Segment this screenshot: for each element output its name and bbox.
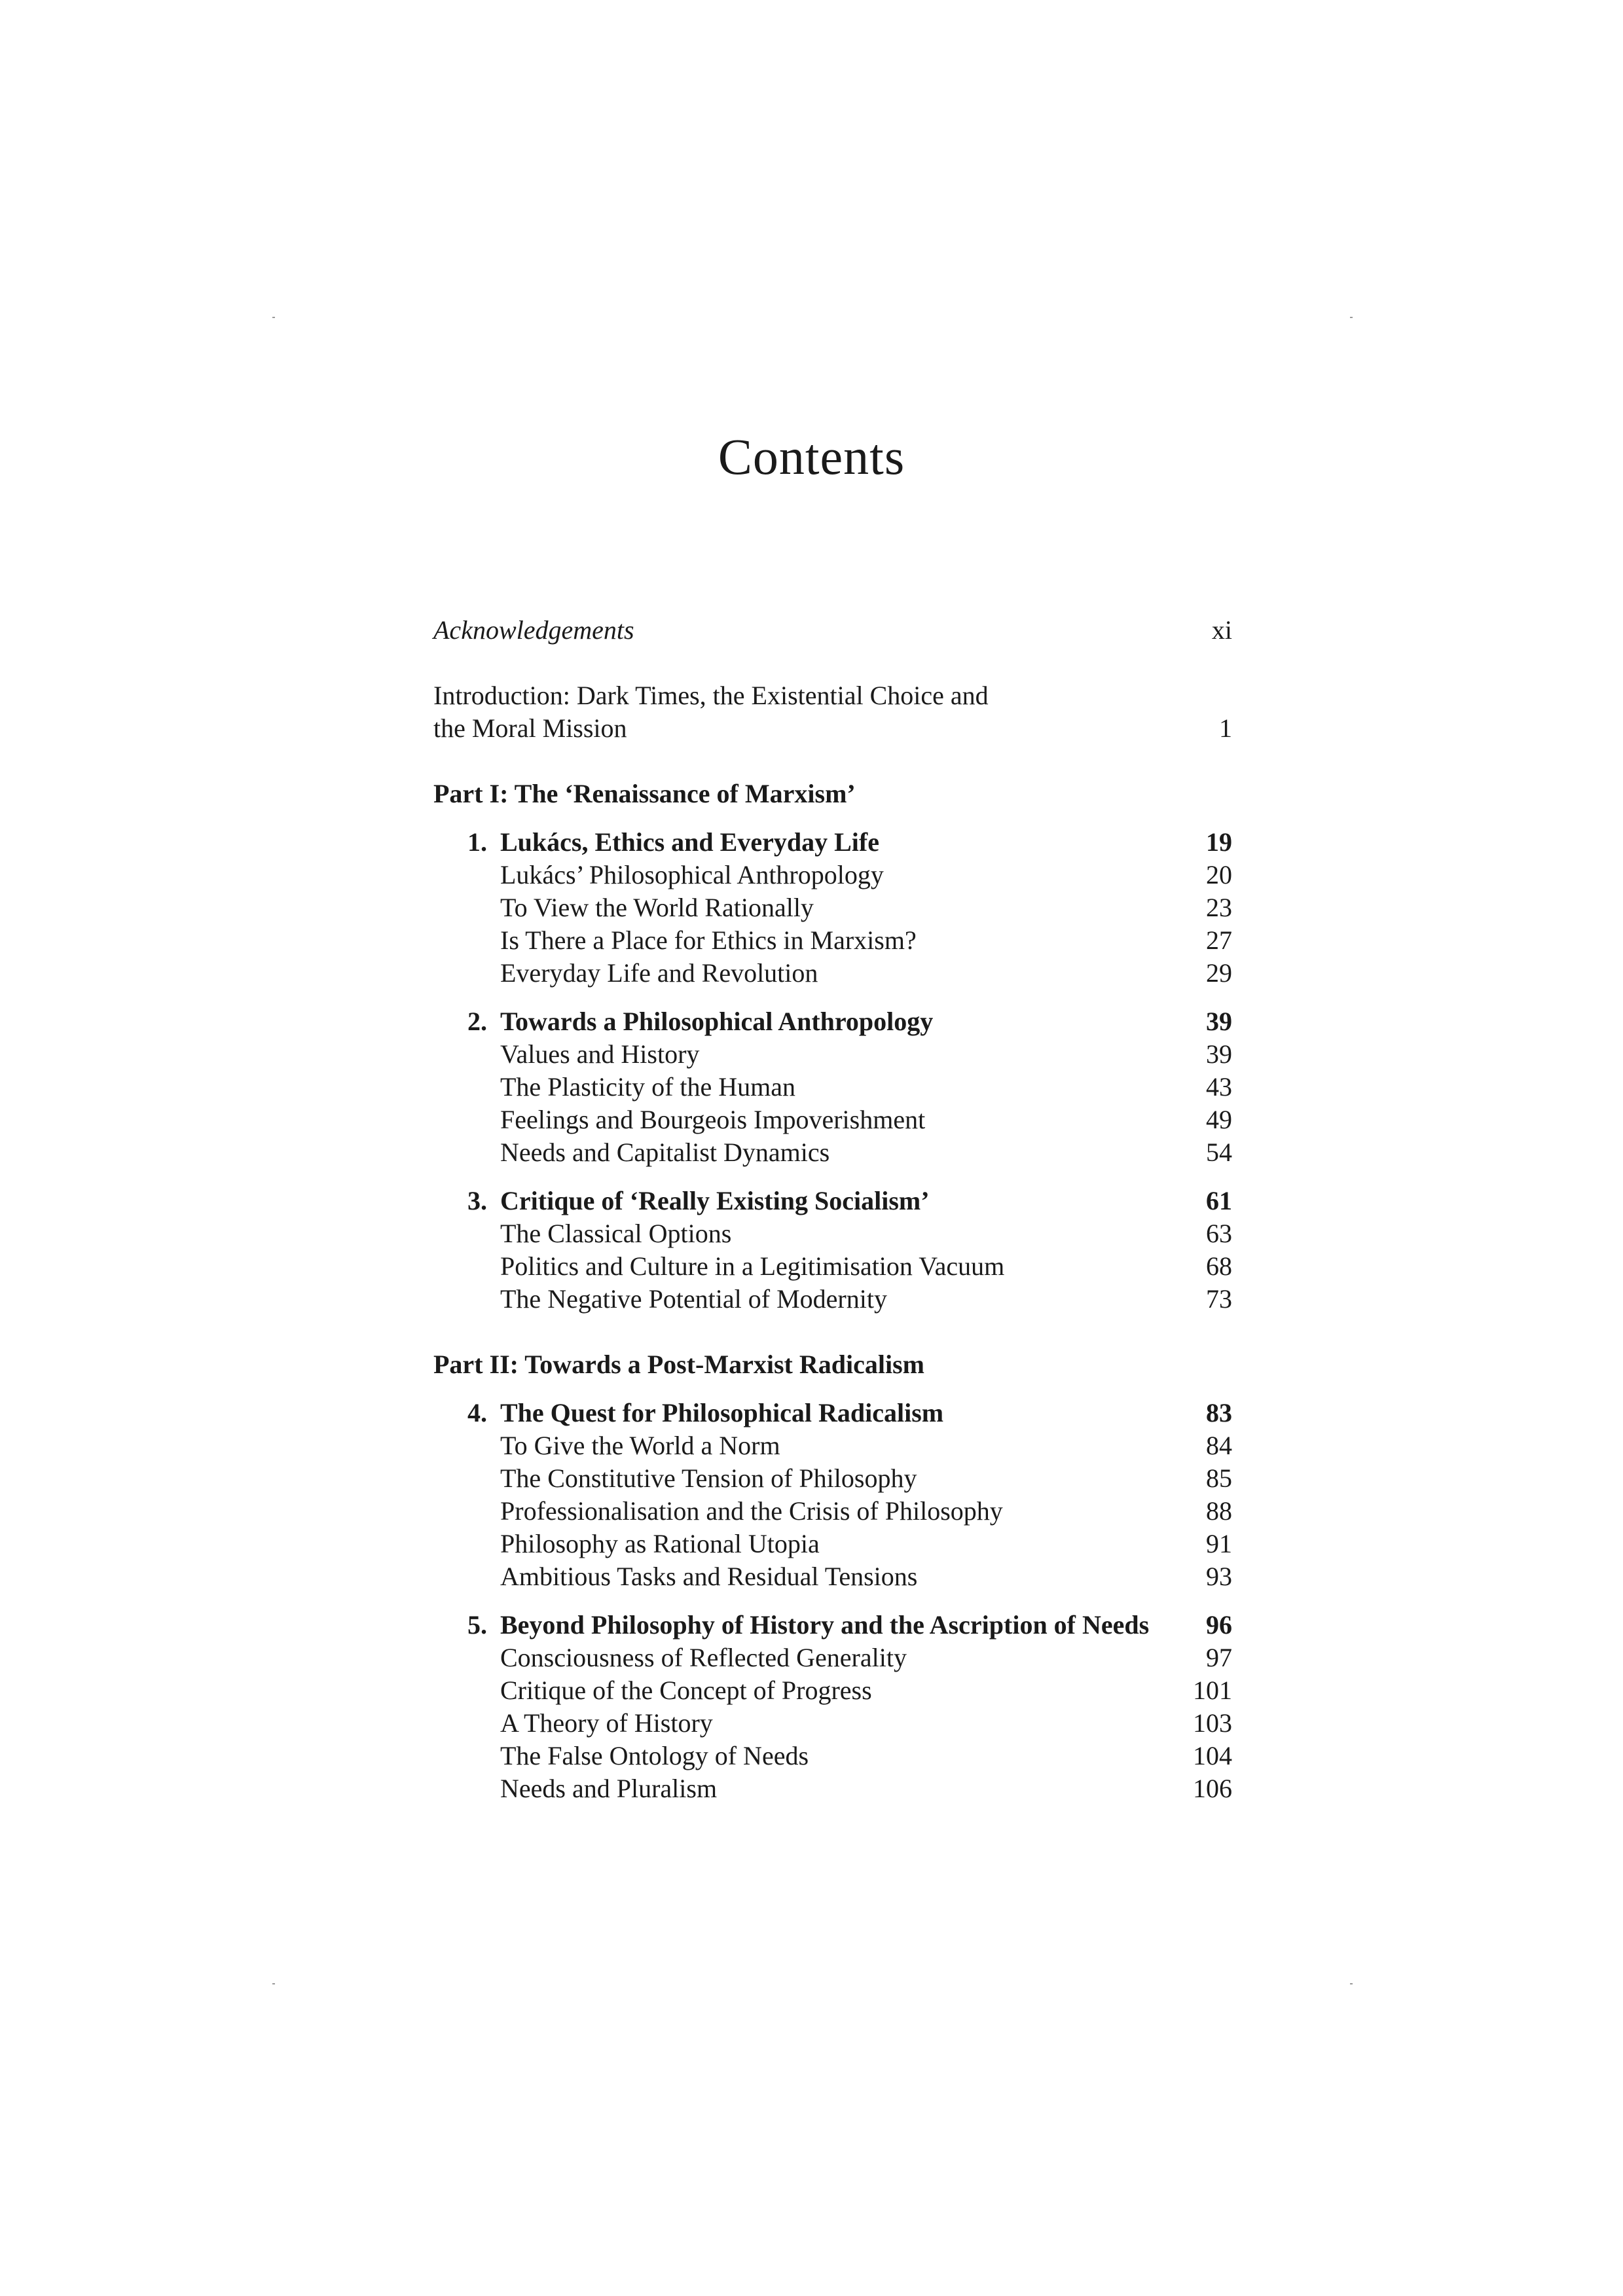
toc-section[interactable] bbox=[433, 1707, 1232, 1740]
toc-section[interactable] bbox=[433, 1283, 1232, 1316]
toc-chapter bbox=[433, 1005, 1232, 1169]
toc-chapter bbox=[433, 1609, 1232, 1805]
toc-chapter bbox=[433, 1185, 1232, 1316]
toc-section-title: The Constitutive Tension of Philosophy bbox=[500, 1463, 917, 1493]
toc-section[interactable] bbox=[433, 1103, 1232, 1136]
crop-mark-bottom-left bbox=[272, 1983, 275, 1984]
toc-entry-page: 61 bbox=[1206, 1186, 1232, 1215]
toc-section-title: Feelings and Bourgeois Impoverishment bbox=[500, 1105, 926, 1134]
toc-entry-page: 43 bbox=[1206, 1072, 1232, 1102]
toc-entry-page: 96 bbox=[1206, 1610, 1232, 1640]
toc-section[interactable] bbox=[433, 1528, 1232, 1560]
toc-chapter-title: The Quest for Philosophical Radicalism bbox=[500, 1398, 944, 1427]
crop-mark-top-right bbox=[1350, 317, 1353, 318]
toc-entry-page: 91 bbox=[1206, 1529, 1232, 1558]
toc-section[interactable] bbox=[433, 1674, 1232, 1707]
toc-entry-page: 85 bbox=[1206, 1463, 1232, 1493]
toc-chapter-number: 2. bbox=[467, 1007, 487, 1036]
toc-entry-page: 19 bbox=[1206, 827, 1232, 857]
toc-chapter-heading[interactable] bbox=[433, 1397, 1232, 1429]
toc-chapter-heading[interactable] bbox=[433, 826, 1232, 859]
toc-section-title: To Give the World a Norm bbox=[500, 1431, 780, 1460]
toc-section-title: Critique of the Concept of Progress bbox=[500, 1676, 872, 1705]
toc-entry-page: 106 bbox=[1193, 1774, 1232, 1803]
toc-section-title: Needs and Pluralism bbox=[500, 1774, 718, 1803]
toc-chapter-heading[interactable] bbox=[433, 1609, 1232, 1641]
toc-entry-page: 73 bbox=[1206, 1284, 1232, 1314]
toc-entry-page: 23 bbox=[1206, 893, 1232, 922]
toc-section-title: Consciousness of Reflected Generality bbox=[500, 1643, 907, 1672]
toc-chapter-title: Lukács, Ethics and Everyday Life bbox=[500, 827, 879, 857]
toc-section[interactable] bbox=[433, 957, 1232, 990]
toc-section-title: Philosophy as Rational Utopia bbox=[500, 1529, 820, 1558]
toc-section[interactable] bbox=[433, 1038, 1232, 1071]
toc-chapter-heading[interactable] bbox=[433, 1185, 1232, 1217]
toc-chapter-title: Critique of ‘Really Existing Socialism’ bbox=[500, 1186, 930, 1215]
toc-section-title: The Classical Options bbox=[500, 1219, 732, 1248]
toc-entry-page: 88 bbox=[1206, 1496, 1232, 1526]
toc-chapter-title: Beyond Philosophy of History and the Ascription of Needs bbox=[500, 1610, 1150, 1640]
toc-section[interactable] bbox=[433, 1217, 1232, 1250]
toc-entry-introduction[interactable] bbox=[433, 679, 1232, 745]
toc-chapter-number: 1. bbox=[467, 827, 487, 857]
toc-section-title: Is There a Place for Ethics in Marxism? bbox=[500, 925, 917, 955]
toc-section-title: Ambitious Tasks and Residual Tensions bbox=[500, 1562, 918, 1591]
toc-section[interactable] bbox=[433, 1136, 1232, 1169]
toc-section[interactable] bbox=[433, 924, 1232, 957]
toc-part-title: Part II: Towards a Post-Marxist Radicalism bbox=[433, 1350, 924, 1379]
toc-entry-acknowledgements[interactable] bbox=[433, 614, 1232, 647]
toc-entry-page: 68 bbox=[1206, 1251, 1232, 1281]
toc-entry-page: 39 bbox=[1206, 1039, 1232, 1069]
toc-chapter bbox=[433, 1397, 1232, 1593]
toc-entry-page: 104 bbox=[1193, 1741, 1232, 1770]
toc-section-title: Politics and Culture in a Legitimisation Vacuum bbox=[500, 1251, 1005, 1281]
toc-part-heading[interactable] bbox=[433, 778, 1232, 810]
toc-entry-page: 54 bbox=[1206, 1138, 1232, 1167]
toc-entry-label: the Moral Mission bbox=[433, 713, 627, 743]
toc-section-title: Values and History bbox=[500, 1039, 700, 1069]
toc-entry-page: 97 bbox=[1206, 1643, 1232, 1672]
toc-part-title: Part I: The ‘Renaissance of Marxism’ bbox=[433, 779, 856, 808]
toc-section-title: The Plasticity of the Human bbox=[500, 1072, 796, 1102]
toc-entry-page: 101 bbox=[1193, 1676, 1232, 1705]
toc-entry-page: 27 bbox=[1206, 925, 1232, 955]
toc-section[interactable] bbox=[433, 1641, 1232, 1674]
toc-entry-page: 93 bbox=[1206, 1562, 1232, 1591]
toc-entry-label: Acknowledgements bbox=[433, 615, 634, 645]
toc-section[interactable] bbox=[433, 1250, 1232, 1283]
toc-chapter-number: 3. bbox=[467, 1186, 487, 1215]
toc-section[interactable] bbox=[433, 1560, 1232, 1593]
toc-section-title: Professionalisation and the Crisis of Philosophy bbox=[500, 1496, 1003, 1526]
table-of-contents bbox=[433, 614, 1232, 1805]
toc-entry-page: 63 bbox=[1206, 1219, 1232, 1248]
crop-mark-bottom-right bbox=[1350, 1983, 1353, 1984]
toc-chapter-number: 4. bbox=[467, 1398, 487, 1427]
toc-chapter-number: 5. bbox=[467, 1610, 487, 1640]
toc-section[interactable] bbox=[433, 859, 1232, 891]
toc-section[interactable] bbox=[433, 1462, 1232, 1495]
toc-entry-page: 20 bbox=[1206, 860, 1232, 889]
toc-part-heading[interactable] bbox=[433, 1348, 1232, 1381]
toc-section[interactable] bbox=[433, 1740, 1232, 1772]
toc-section[interactable] bbox=[433, 1429, 1232, 1462]
toc-entry-page: 39 bbox=[1206, 1007, 1232, 1036]
toc-section-title: The False Ontology of Needs bbox=[500, 1741, 809, 1770]
toc-section-title: Lukács’ Philosophical Anthropology bbox=[500, 860, 884, 889]
toc-section[interactable] bbox=[433, 1071, 1232, 1103]
toc-section-title: The Negative Potential of Modernity bbox=[500, 1284, 887, 1314]
toc-section-title: To View the World Rationally bbox=[500, 893, 814, 922]
toc-entry-page: 84 bbox=[1206, 1431, 1232, 1460]
page-title: Contents bbox=[718, 428, 905, 485]
toc-entry-page: 49 bbox=[1206, 1105, 1232, 1134]
toc-section-title: Everyday Life and Revolution bbox=[500, 958, 818, 988]
toc-entry-page: 29 bbox=[1206, 958, 1232, 988]
toc-entry-page: 83 bbox=[1206, 1398, 1232, 1427]
toc-section[interactable] bbox=[433, 1495, 1232, 1528]
toc-section-title: A Theory of History bbox=[500, 1708, 713, 1738]
toc-section-title: Needs and Capitalist Dynamics bbox=[500, 1138, 830, 1167]
toc-entry-page: 1 bbox=[1219, 713, 1232, 743]
crop-mark-top-left bbox=[272, 317, 275, 318]
toc-chapter-title: Towards a Philosophical Anthropology bbox=[500, 1007, 934, 1036]
toc-entry-label: Introduction: Dark Times, the Existential Choice and bbox=[433, 681, 989, 710]
toc-chapter bbox=[433, 826, 1232, 990]
toc-entry-page: 103 bbox=[1193, 1708, 1232, 1738]
toc-entry-page: xi bbox=[1211, 615, 1232, 645]
toc-chapter-heading[interactable] bbox=[433, 1005, 1232, 1038]
toc-section[interactable] bbox=[433, 1772, 1232, 1805]
toc-section[interactable] bbox=[433, 891, 1232, 924]
